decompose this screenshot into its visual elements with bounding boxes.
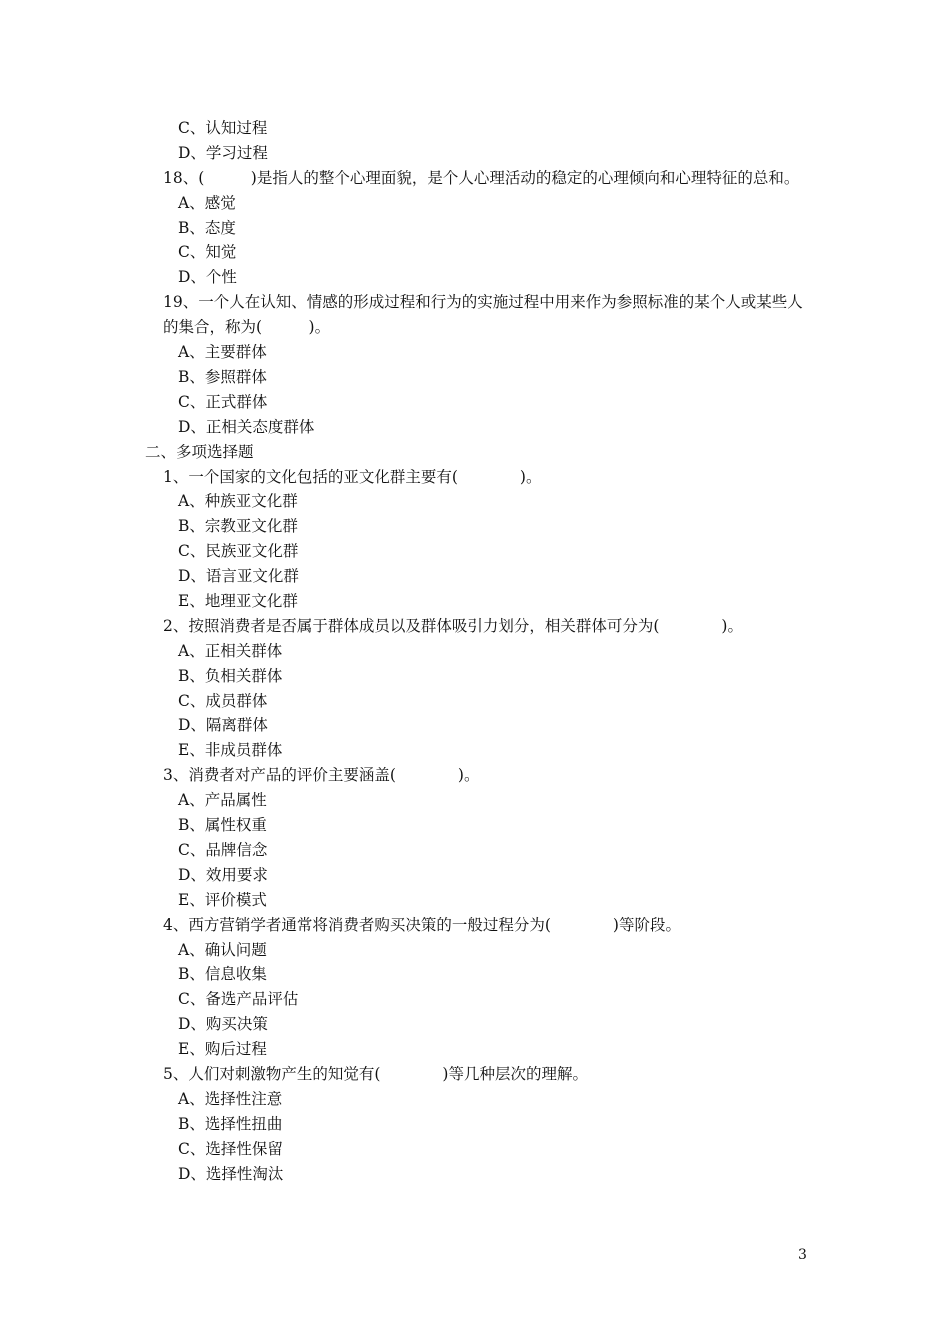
- question-stem: 3、消费者对产品的评价主要涵盖( )。: [163, 766, 480, 785]
- answer-option: D、选择性淘汰: [178, 1164, 284, 1183]
- answer-option: A、感觉: [178, 193, 236, 212]
- answer-option: A、主要群体: [178, 343, 267, 362]
- answer-option: C、品牌信念: [178, 840, 268, 859]
- answer-option: A、选择性注意: [178, 1089, 283, 1108]
- answer-option: B、负相关群体: [178, 666, 283, 685]
- answer-option: C、正式群体: [178, 392, 268, 411]
- answer-option: B、信息收集: [178, 965, 267, 984]
- question-stem: 1、一个国家的文化包括的亚文化群主要有( )。: [163, 467, 542, 486]
- answer-option: D、隔离群体: [178, 716, 268, 735]
- answer-option: E、非成员群体: [178, 741, 283, 760]
- question-stem: 19、一个人在认知、情感的形成过程和行为的实施过程中用来作为参照标准的某个人或某些人的集合，称为( )。: [163, 293, 803, 337]
- answer-option: A、正相关群体: [178, 641, 283, 660]
- answer-option: D、正相关态度群体: [178, 417, 315, 436]
- answer-option: D、学习过程: [178, 143, 268, 162]
- answer-option: B、参照群体: [178, 367, 267, 386]
- answer-option: A、种族亚文化群: [178, 492, 298, 511]
- question-stem: 4、西方营销学者通常将消费者购买决策的一般过程分为( )等阶段。: [163, 915, 681, 934]
- section-heading: 二、多项选择题: [145, 442, 254, 461]
- question-stem: 2、按照消费者是否属于群体成员以及群体吸引力划分，相关群体可分为( )。: [163, 616, 743, 635]
- answer-option: E、购后过程: [178, 1040, 267, 1059]
- answer-option: E、评价模式: [178, 890, 267, 909]
- document-body: [145, 116, 815, 1186]
- answer-option: C、民族亚文化群: [178, 542, 299, 561]
- page-number: 3: [798, 1247, 807, 1263]
- answer-option: D、效用要求: [178, 865, 268, 884]
- question-stem: 18、( )是指人的整个心理面貌，是个人心理活动的稳定的心理倾向和心理特征的总和。: [163, 168, 800, 187]
- answer-option: B、宗教亚文化群: [178, 517, 298, 536]
- answer-option: C、备选产品评估: [178, 990, 299, 1009]
- answer-option: C、认知过程: [178, 119, 268, 137]
- answer-option: B、态度: [178, 218, 236, 237]
- answer-option: A、产品属性: [178, 791, 267, 810]
- answer-option: B、选择性扭曲: [178, 1114, 283, 1133]
- answer-option: C、选择性保留: [178, 1139, 283, 1158]
- answer-option: D、购买决策: [178, 1015, 268, 1034]
- answer-option: D、语言亚文化群: [178, 567, 299, 586]
- answer-option: C、知觉: [178, 243, 237, 262]
- answer-option: C、成员群体: [178, 691, 268, 710]
- answer-option: D、个性: [178, 268, 237, 287]
- question-stem: 5、人们对刺激物产生的知觉有( )等几种层次的理解。: [163, 1064, 588, 1083]
- answer-option: E、地理亚文化群: [178, 591, 298, 610]
- answer-option: B、属性权重: [178, 816, 267, 835]
- answer-option: A、确认问题: [178, 940, 267, 959]
